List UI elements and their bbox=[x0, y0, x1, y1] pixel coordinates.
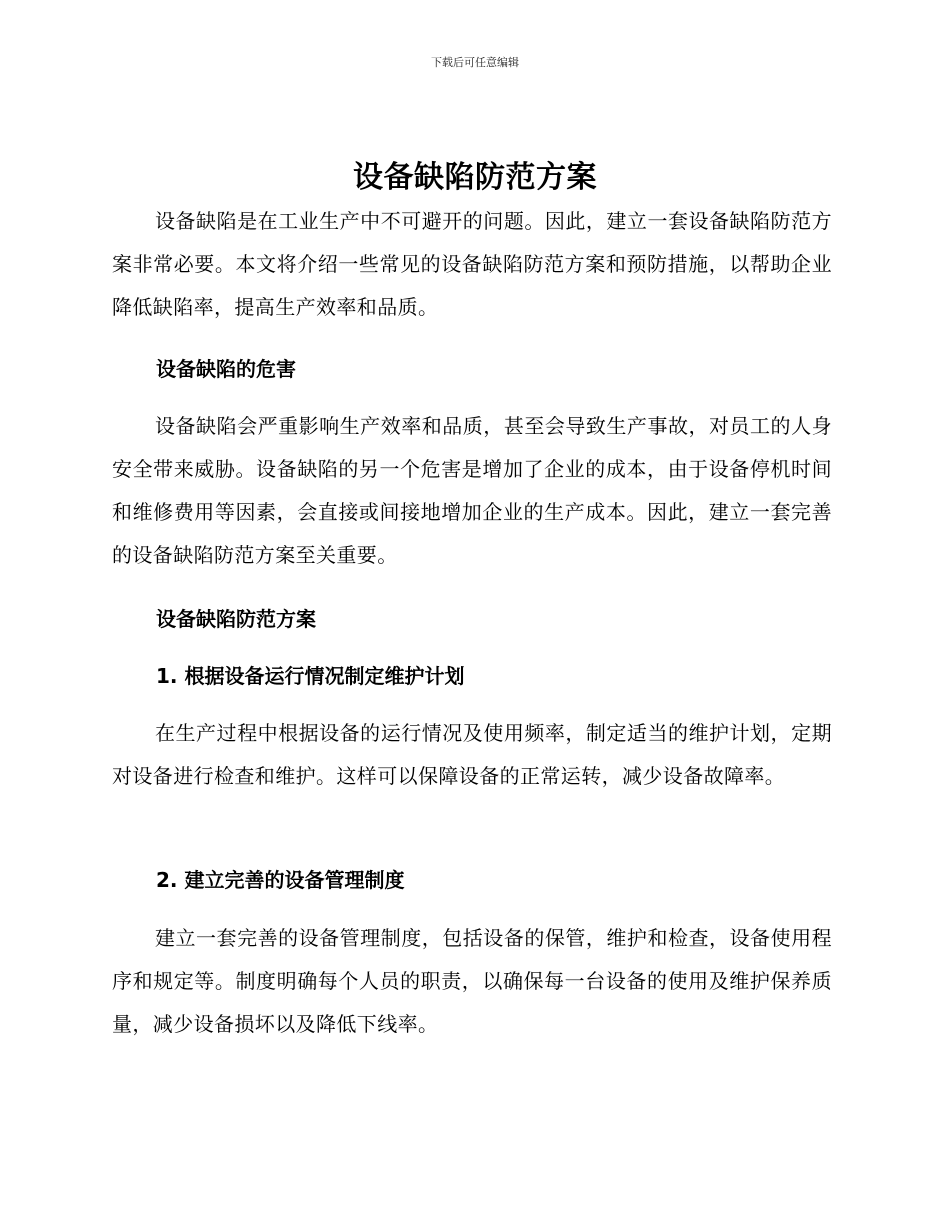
item-heading-maintenance-plan: 1. 根据设备运行情况制定维护计划 bbox=[156, 664, 465, 688]
intro-paragraph: 设备缺陷是在工业生产中不可避开的问题。因此，建立一套设备缺陷防范方案非常必要。本文将介绍一些常见的设备缺陷防范方案和预防措施，以帮助企业降低缺陷率，提高生产效率和品质。 bbox=[112, 209, 832, 319]
header-note: 下载后可任意编辑 bbox=[431, 56, 519, 69]
maintenance-plan-paragraph: 在生产过程中根据设备的运行情况及使用频率，制定适当的维护计划，定期对设备进行检查和维护。这样可以保障设备的正常运转，减少设备故障率。 bbox=[112, 721, 832, 788]
item-heading-management-system: 2. 建立完善的设备管理制度 bbox=[156, 868, 405, 892]
document-title: 设备缺陷防范方案 bbox=[353, 160, 597, 195]
management-system-paragraph: 建立一套完善的设备管理制度，包括设备的保管，维护和检查，设备使用程序和规定等。制度明确每个人员的职责，以确保每一台设备的使用及维护保养质量，减少设备损坏以及降低下线率。 bbox=[112, 926, 832, 1036]
section-heading-harm: 设备缺陷的危害 bbox=[156, 357, 296, 381]
harm-paragraph: 设备缺陷会严重影响生产效率和品质，甚至会导致生产事故，对员工的人身安全带来威胁。设备缺陷的另一个危害是增加了企业的成本，由于设备停机时间和维修费用等因素，会直接或间接地增加企业的生产成本。因此，建立一套完善的设备缺陷防范方案至关重要。 bbox=[112, 414, 832, 567]
section-heading-plan: 设备缺陷防范方案 bbox=[156, 607, 316, 631]
